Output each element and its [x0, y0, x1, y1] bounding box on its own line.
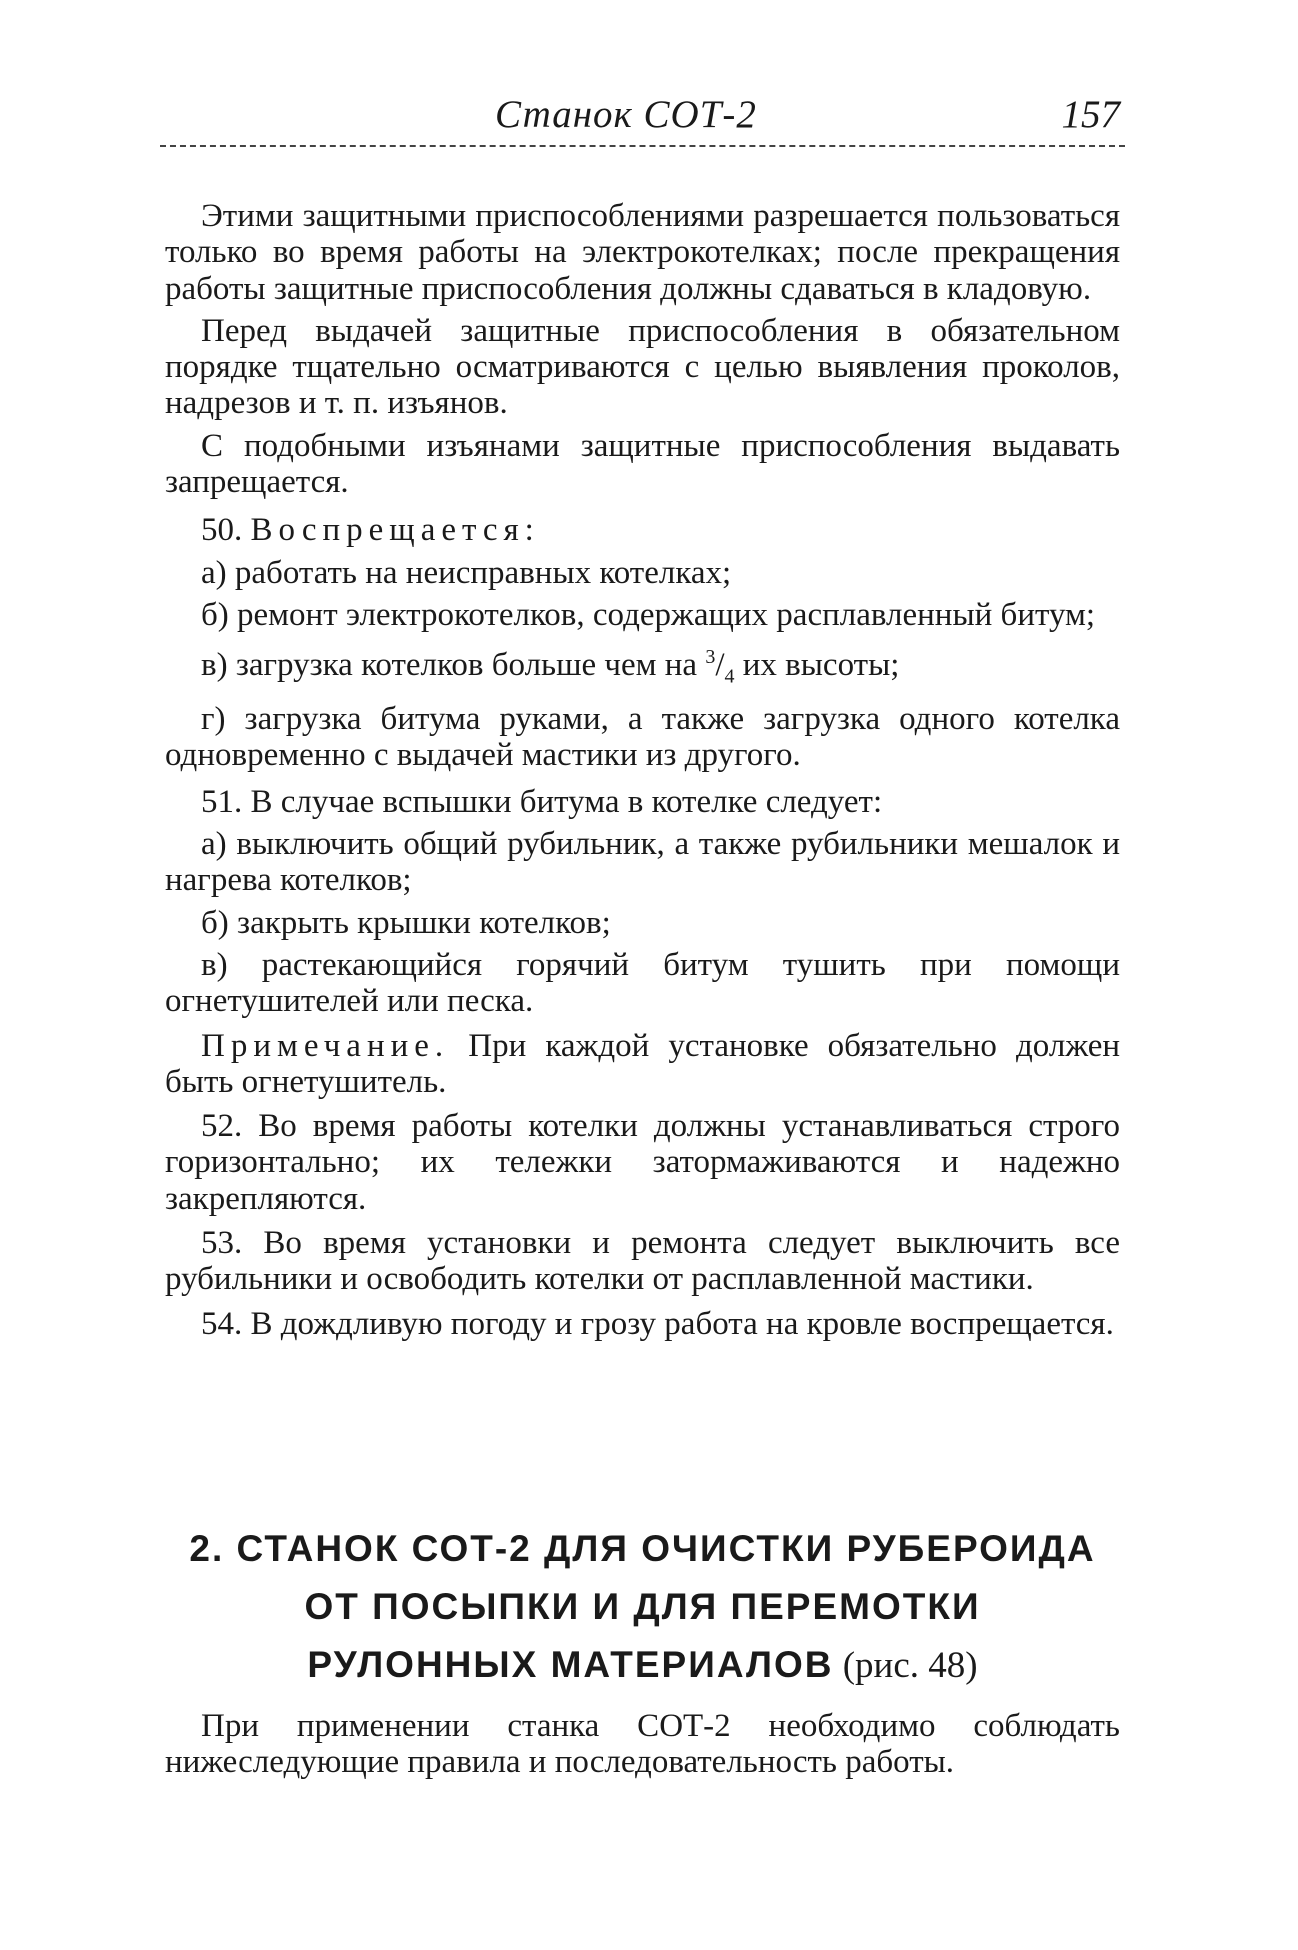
item-50-d: г) загрузка битума руками, а также загрузка одного котелка одновременно с выдачей мастики из другого.: [165, 701, 1120, 774]
item-50-c-text: в) загрузка котелков больше чем на: [201, 647, 706, 684]
page-number: 157: [1061, 93, 1120, 136]
section-intro: [165, 1708, 1120, 1787]
item-50-b: б) ремонт электрокотелков, содержащих расплавленный битум;: [201, 596, 1096, 633]
paragraph-protective-use: Этими защитными приспособлениями разрешается пользоваться только во время работы на электрокотелках; после прекращения работы защитные приспособления должны сдаваться в кладовую.: [165, 198, 1120, 307]
item-50-title: Воспрещается:: [250, 512, 540, 549]
section-heading: [165, 1520, 1120, 1695]
running-header: [160, 92, 1120, 144]
section-heading-line-3: [165, 1636, 1120, 1695]
section-heading-line-2: ОТ ПОСЫПКИ И ДЛЯ ПЕРЕМОТКИ: [304, 1586, 981, 1627]
item-51-b: б) закрыть крышки котелков;: [201, 904, 611, 941]
item-50-c-fraction-numerator: 3: [705, 646, 716, 669]
item-51-c: в) растекающийся горячий битум тушить при помощи огнетушителей или песка.: [165, 946, 1120, 1020]
running-header-title: Станок СОТ-2: [495, 93, 757, 136]
section-heading-line-3-main: РУЛОННЫХ МАТЕРИАЛОВ: [307, 1644, 834, 1685]
item-51-a: а) выключить общий рубильник, а также рубильники мешалок и нагрева котелков;: [165, 826, 1120, 899]
main-text: [165, 198, 1120, 1348]
item-50-number: 50.: [201, 512, 243, 549]
note: [165, 1028, 1120, 1101]
item-50-c-fraction-denominator: 4: [724, 665, 735, 688]
header-rule: [160, 145, 1125, 147]
item-50-heading: [165, 512, 1120, 548]
note-label: Примечание.: [201, 1027, 450, 1064]
section-intro-paragraph: При применении станка СОТ-2 необходимо соблюдать нижеследующие правила и последовательность работы.: [165, 1708, 1120, 1781]
item-53: 53. Во время установки и ремонта следует выключить все рубильники и освободить котелки от расплавленной мастики.: [165, 1225, 1120, 1298]
item-52: 52. Во время работы котелки должны устанавливаться строго горизонтально; их тележки затормаживаются и надежно закрепляются.: [165, 1108, 1120, 1217]
section-heading-line-1: 2. СТАНОК СОТ-2 ДЛЯ ОЧИСТКИ РУБЕРОИДА: [189, 1528, 1096, 1569]
paragraph-inspection: Перед выдачей защитные приспособления в обязательном порядке тщательно осматриваются с целью выявления проколов, надрезов и т. п. изъянов.: [165, 312, 1120, 422]
item-50-c-text-end: их высоты;: [734, 647, 900, 684]
item-50-c: в) загрузка котелков больше чем на $^3/_4$ их высоты;: [201, 646, 900, 688]
item-54: 54. В дождливую погоду и грозу работа на кровле воспрещается.: [201, 1305, 1114, 1342]
item-51-intro: 51. В случае вспышки битума в котелке следует:: [201, 783, 883, 820]
paragraph-prohibition: С подобными изъянами защитные приспособления выдавать запрещается.: [165, 427, 1120, 501]
figure-reference: (рис. 48): [833, 1645, 978, 1686]
item-50-a: а) работать на неисправных котелках;: [201, 554, 732, 591]
note-text: При каждой установке обязательно должен быть огнетушитель.: [165, 1027, 1120, 1100]
